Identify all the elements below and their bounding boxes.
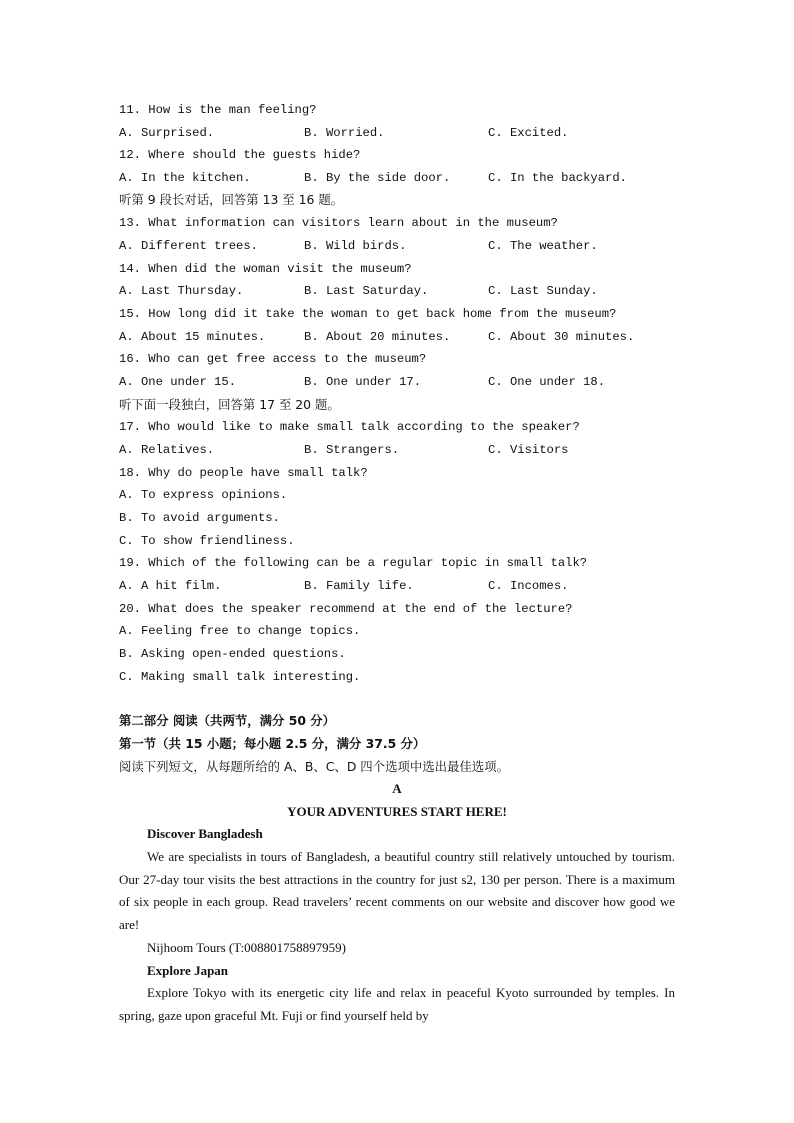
paragraph-bangladesh: We are specialists in tours of Bangladesh, a beautiful country still relatively untouched by tourism. Our 27-day tour visits the best attractions in the country for just s2, 130 per person. There is a maximum of six people in each group. Read travelers’ recent comments on our website and discover how good we are! (119, 849, 675, 933)
option-c: C. To show friendliness. (119, 534, 295, 548)
option-a: A. About 15 minutes. (119, 330, 266, 344)
question-13: 13. What information can visitors learn about in the museum? (119, 216, 558, 230)
option-b: B. Family life. (304, 579, 414, 593)
option-b: B. Asking open-ended questions. (119, 647, 346, 661)
option-b: B. By the side door. (304, 171, 451, 185)
question-17: 17. Who would like to make small talk according to the speaker? (119, 420, 580, 434)
option-c: C. One under 18. (488, 375, 606, 389)
option-c: C. Making small talk interesting. (119, 670, 361, 684)
option-c: C. Visitors (488, 443, 569, 457)
option-b: B. Strangers. (304, 443, 400, 457)
question-20: 20. What does the speaker recommend at the end of the lecture? (119, 602, 573, 616)
option-a: A. To express opinions. (119, 488, 288, 502)
heading-bangladesh: Discover Bangladesh (147, 826, 263, 841)
option-a: A. Relatives. (119, 443, 215, 457)
question-11: 11. How is the man feeling? (119, 103, 317, 117)
option-c: C. Excited. (488, 126, 569, 140)
heading-japan: Explore Japan (147, 963, 229, 978)
instruction-monologue: 听下面一段独白，回答第 17 至 20 题。 (119, 397, 340, 412)
passage-headline: YOUR ADVENTURES START HERE! (287, 804, 507, 819)
question-12: 12. Where should the guests hide? (119, 148, 361, 162)
option-a: A. A hit film. (119, 579, 222, 593)
option-c: C. Incomes. (488, 579, 569, 593)
option-b: B. One under 17. (304, 375, 422, 389)
instruction-dialogue-9: 听第 9 段长对话，回答第 13 至 16 题。 (119, 192, 344, 207)
option-b: B. Worried. (304, 126, 385, 140)
option-b: B. Wild birds. (304, 239, 407, 253)
part-2-title: 第二部分 阅读（共两节，满分 50 分） (119, 713, 336, 728)
option-a: A. Feeling free to change topics. (119, 624, 361, 638)
question-19: 19. Which of the following can be a regular topic in small talk? (119, 556, 588, 570)
option-c: C. About 30 minutes. (488, 330, 635, 344)
question-18: 18. Why do people have small talk? (119, 466, 368, 480)
passage-letter: A (392, 781, 402, 796)
question-16: 16. Who can get free access to the museum? (119, 352, 427, 366)
question-15: 15. How long did it take the woman to get back home from the museum? (119, 307, 617, 321)
option-b: B. About 20 minutes. (304, 330, 451, 344)
option-a: A. In the kitchen. (119, 171, 251, 185)
question-14: 14. When did the woman visit the museum? (119, 262, 412, 276)
reading-instruction: 阅读下列短文，从每题所给的 A、B、C、D 四个选项中选出最佳选项。 (119, 759, 509, 774)
option-c: C. Last Sunday. (488, 284, 598, 298)
option-a: A. One under 15. (119, 375, 237, 389)
option-a: A. Surprised. (119, 126, 215, 140)
option-c: C. The weather. (488, 239, 598, 253)
option-b: B. Last Saturday. (304, 284, 429, 298)
section-1-title: 第一节（共 15 小题；每小题 2.5 分，满分 37.5 分） (119, 736, 426, 751)
paragraph-japan: Explore Tokyo with its energetic city life and relax in peaceful Kyoto surrounded by temples. In spring, gaze upon graceful Mt. Fuji or find yourself held by (119, 985, 675, 1023)
option-b: B. To avoid arguments. (119, 511, 280, 525)
option-a: A. Different trees. (119, 239, 258, 253)
option-c: C. In the backyard. (488, 171, 627, 185)
contact-nijhoom: Nijhoom Tours (T:008801758897959) (147, 940, 346, 955)
option-a: A. Last Thursday. (119, 284, 244, 298)
